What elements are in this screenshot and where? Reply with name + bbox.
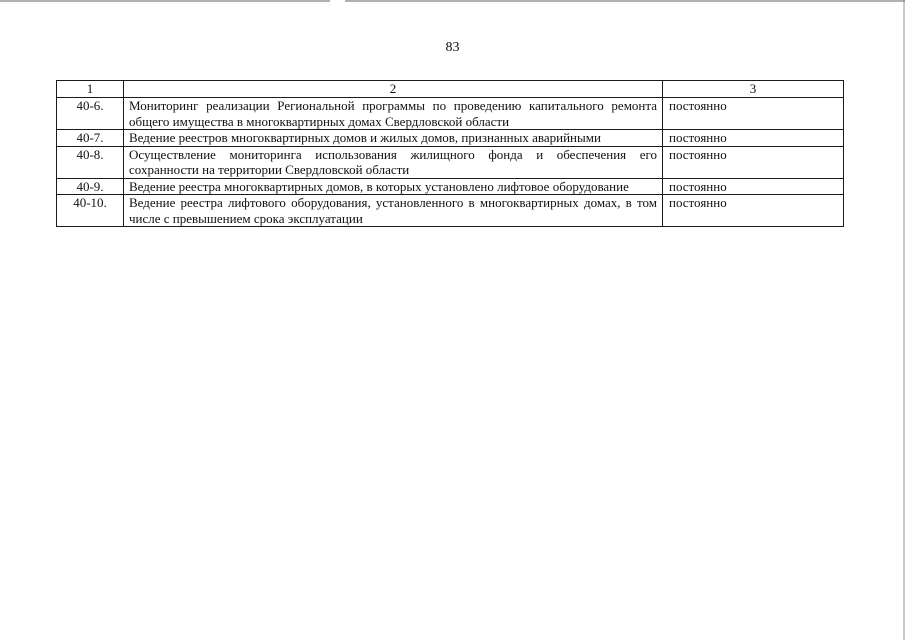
row-description: Осуществление мониторинга использования жилищного фонда и обеспечения его сохранности на территории Свердловской области xyxy=(124,146,663,178)
table-header-row xyxy=(57,81,844,98)
row-number: 40-7. xyxy=(57,130,124,147)
row-term: постоянно xyxy=(663,146,844,178)
row-number: 40-8. xyxy=(57,146,124,178)
row-term: постоянно xyxy=(663,98,844,130)
row-number: 40-9. xyxy=(57,178,124,195)
row-term: постоянно xyxy=(663,195,844,227)
page-number: 83 xyxy=(445,40,460,55)
table-row xyxy=(57,195,844,227)
row-description: Ведение реестра многоквартирных домов, в которых установлено лифтовое оборудование xyxy=(124,178,663,195)
column-header-3: 3 xyxy=(663,81,844,98)
table-row xyxy=(57,130,844,147)
row-term: постоянно xyxy=(663,130,844,147)
row-description: Ведение реестров многоквартирных домов и жилых домов, признанных аварийными xyxy=(124,130,663,147)
table-row xyxy=(57,146,844,178)
column-header-1: 1 xyxy=(57,81,124,98)
table-row xyxy=(57,178,844,195)
document-table xyxy=(56,80,844,227)
scan-edge-top xyxy=(0,0,905,2)
row-term: постоянно xyxy=(663,178,844,195)
row-description: Ведение реестра лифтового оборудования, установленного в многоквартирных домах, в том числе с превышением срока эксплуатации xyxy=(124,195,663,227)
row-number: 40-6. xyxy=(57,98,124,130)
row-description: Мониторинг реализации Региональной программы по проведению капитального ремонта общего имущества в многоквартирных домах Свердловской области xyxy=(124,98,663,130)
row-number: 40-10. xyxy=(57,195,124,227)
table-row xyxy=(57,98,844,130)
column-header-2: 2 xyxy=(124,81,663,98)
